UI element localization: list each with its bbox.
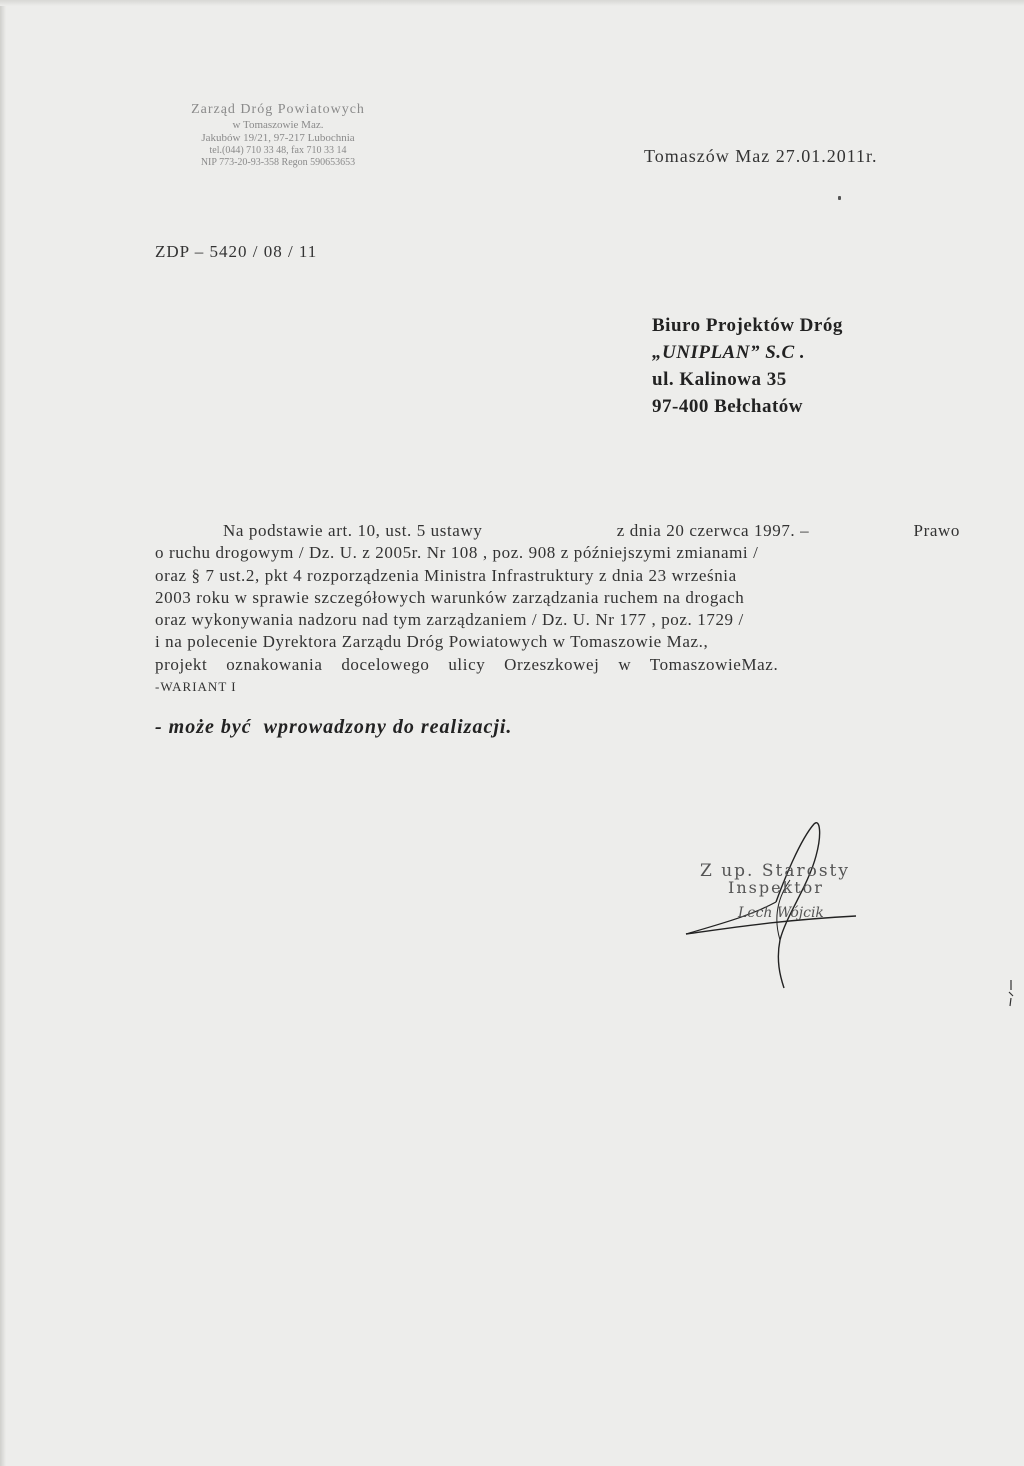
addressee-block (652, 312, 843, 420)
addressee-name: Biuro Projektów Dróg (652, 315, 843, 336)
body-line (155, 520, 960, 542)
body-line: projekt oznakowania docelowego ulicy Orzeszkowej w TomaszowieMaz. (155, 654, 779, 674)
letter-body (155, 520, 960, 698)
body-line-part: Na podstawie art. 10, ust. 5 ustawy (223, 521, 483, 540)
letterhead-phone: tel.(044) 710 33 48, fax 710 33 14 (209, 145, 347, 157)
body-line: i na polecenie Dyrektora Zarządu Dróg Powiatowych w Tomaszowie Maz., (155, 632, 709, 652)
letterhead-address: Jakubów 19/21, 97-217 Lubochnia (201, 131, 355, 144)
page-edge (0, 0, 6, 1466)
body-line: oraz wykonywania nadzoru nad tym zarządzaniem / Dz. U. Nr 177 , poz. 1729 / (155, 610, 744, 630)
ink-mark (1006, 978, 1016, 1008)
body-line: oraz § 7 ust.2, pkt 4 rozporządzenia Ministra Infrastruktury z dnia 23 września (155, 565, 737, 585)
letterhead-city: w Tomaszowie Maz. (232, 118, 324, 131)
body-line: 2003 roku w sprawie szczegółowych warunków zarządzania ruchem na drogach (155, 587, 745, 607)
letterhead-stamp (158, 102, 398, 169)
addressee-city: 97-400 Bełchatów (652, 396, 804, 417)
body-line-part: Prawo (913, 521, 960, 540)
letter-date: Tomaszów Maz 27.01.2011r. (644, 146, 878, 166)
signatory-title: Inspektor (728, 878, 824, 897)
reference-number: ZDP – 5420 / 08 / 11 (155, 242, 318, 261)
letterhead-nip: NIP 773-20-93-358 Regon 590653653 (200, 157, 356, 169)
ink-dot (838, 196, 841, 200)
body-line-part: z dnia 20 czerwca 1997. – (616, 521, 810, 540)
addressee-street: ul. Kalinowa 35 (652, 369, 787, 390)
addressee-company: „UNIPLAN” S.C . (652, 342, 806, 363)
letterhead-org-name: Zarząd Dróg Powiatowych (191, 102, 365, 117)
signatory-authority: Z up. Starosty (700, 861, 850, 881)
signatory-stamp (700, 862, 850, 922)
variant-label: -WARIANT I (155, 679, 237, 695)
conclusion-statement (155, 716, 512, 739)
signatory-name: Lech Wójcik (738, 905, 824, 921)
conclusion-part: - może być (155, 716, 252, 738)
page-edge-top (0, 0, 1024, 6)
body-line: o ruchu drogowym / Dz. U. z 2005r. Nr 108 , poz. 908 z późniejszymi zmianami / (155, 543, 759, 563)
conclusion-part: wprowadzony do realizacji. (263, 716, 513, 738)
